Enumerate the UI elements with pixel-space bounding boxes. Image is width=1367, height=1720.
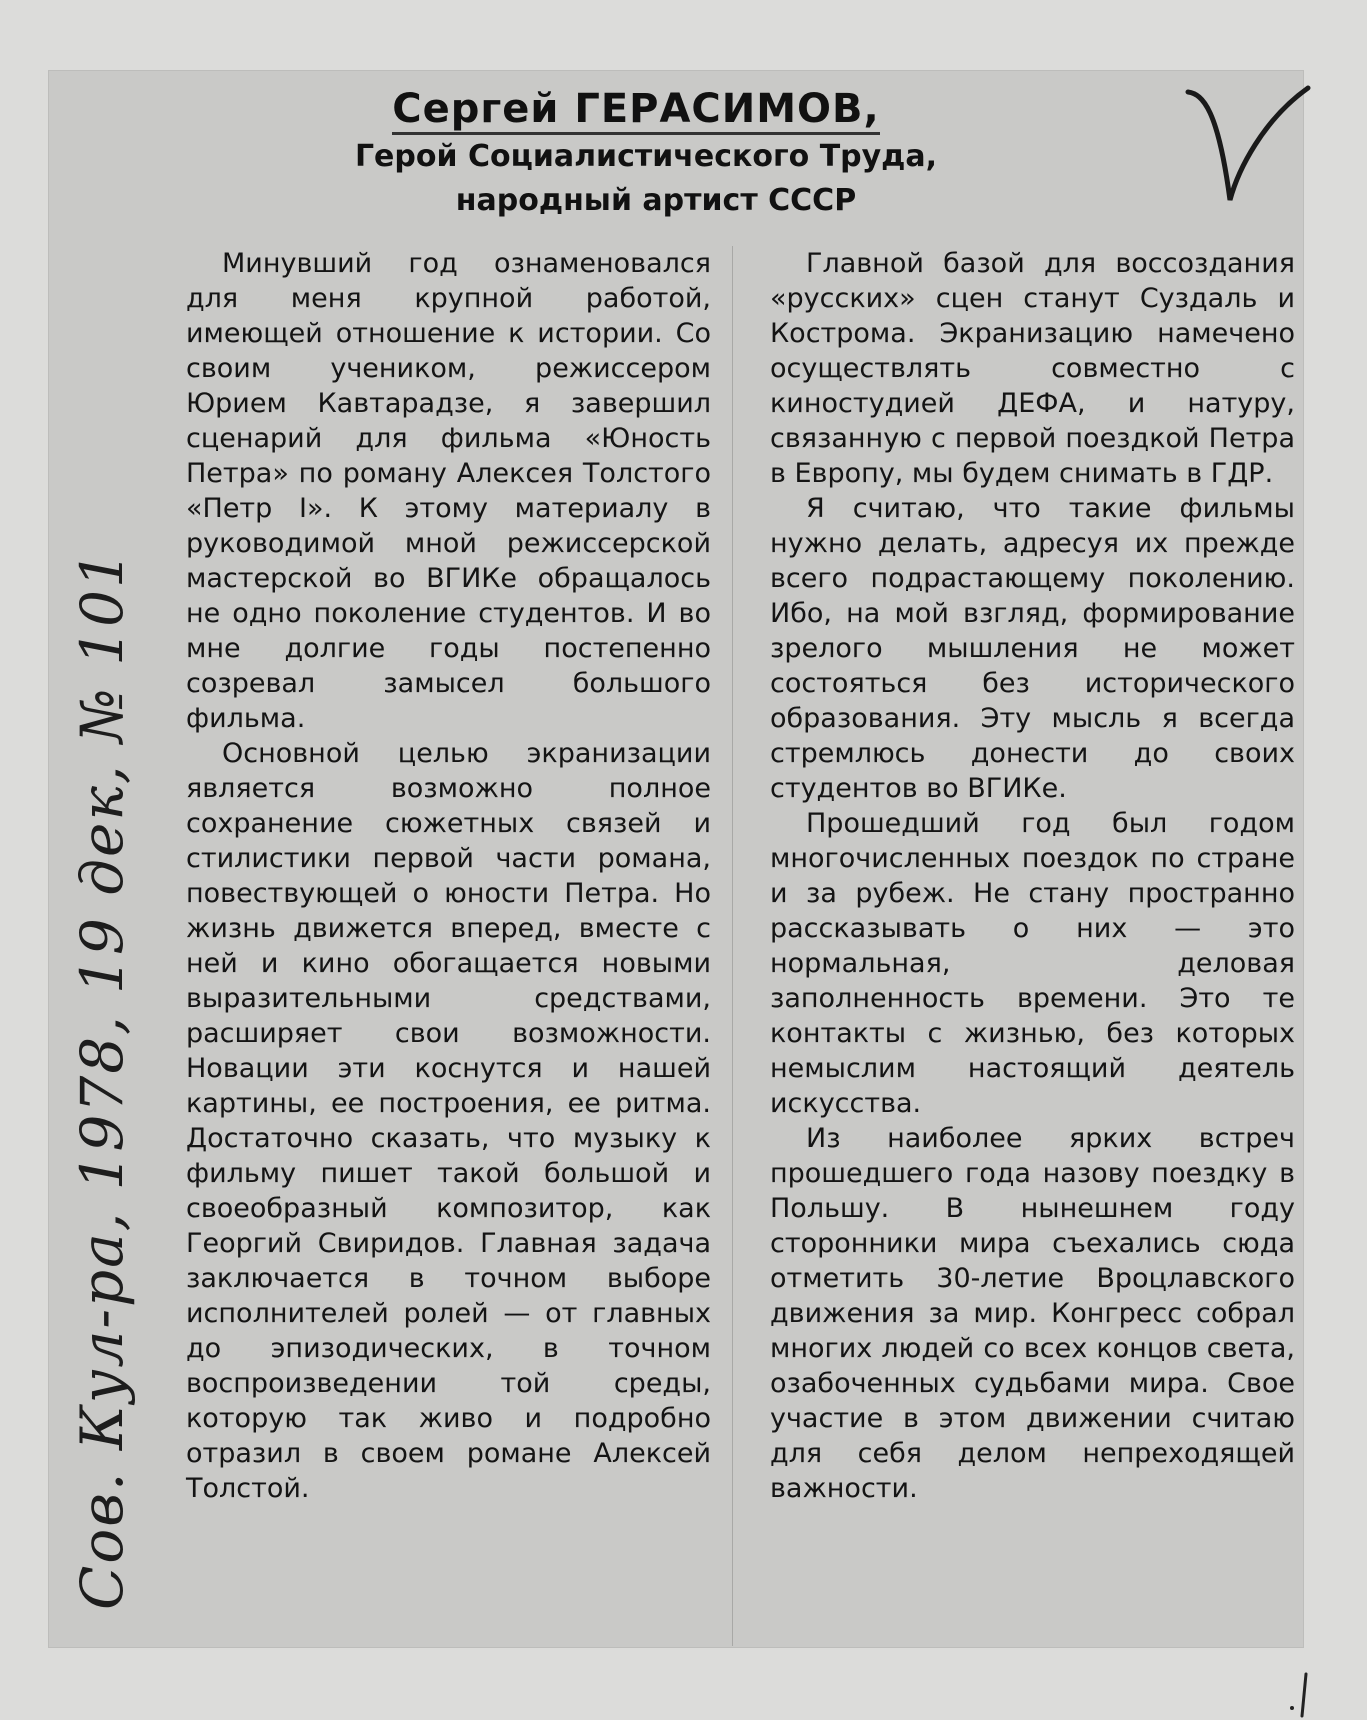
handwritten-source-note: Сов. Кул-ра, 1978, 19 дек, № 101 (68, 549, 136, 1610)
article-column-left (186, 246, 711, 1506)
article-column-right (770, 246, 1295, 1506)
pencil-mark-icon (1288, 1670, 1318, 1720)
paragraph: Основной целью экранизации является возможно полное сохранение сюжетных связей и стилистики первой части романа, повествующей о юности Петра. Но жизнь движется вперед, вместе с ней и кино обогащается новыми выразительными средствами, расширяет свои возможности. Новации эти коснутся и нашей картины, ее построения, ее ритма. Достаточно сказать, что музыку к фильму пишет такой большой и своеобразный композитор, как Георгий Свиридов. Главная задача заключается в точном выборе исполнителей ролей — от главных до эпизодических, в точном воспроизведении той среды, которую так живо и подробно отразил в своем романе Алексей Толстой. (186, 738, 711, 1504)
author-title-line-1: Герой Социалистического Труда, (354, 139, 938, 174)
author-name: Сергей ГЕРАСИМОВ, (392, 86, 880, 135)
newspaper-clipping (48, 70, 1304, 1648)
author-title-line-2: народный артист СССР (455, 183, 857, 218)
handwritten-checkmark-icon (1178, 80, 1318, 230)
paragraph: Из наиболее ярких встреч прошедшего года назову поездку в Польшу. В нынешнем году сторонники мира съехались сюда отметить 30-летие Вроцлавского движения за мир. Конгресс собрал многих людей со всех концов света, озабоченных судьбами мира. Свое участие в этом движении считаю для себя делом непреходящей важности. (770, 1123, 1295, 1504)
paragraph: Минувший год ознаменовался для меня крупной работой, имеющей отношение к истории. Со своим учеником, режиссером Юрием Кавтарадзе, я завершил сценарий для фильма «Юность Петра» по роману Алексея Толстого «Петр I». К этому материалу в руководимой мной режиссерской мастерской во ВГИКе обращалось не одно поколение студентов. И во мне долгие годы постепенно созревал замысел большого фильма. (186, 248, 711, 734)
article-headline (48, 86, 1304, 223)
column-divider (732, 246, 733, 1646)
paragraph: Главной базой для воссоздания «русских» сцен станут Суздаль и Кострома. Экранизацию намечено осуществлять совместно с киностудией ДЕФА, и натуру, связанную с первой поездкой Петра в Европу, мы будем снимать в ГДР. (770, 248, 1295, 489)
paragraph: Прошедший год был годом многочисленных поездок по стране и за рубеж. Не стану пространно рассказывать о них — это нормальная, деловая заполненность времени. Это те контакты с жизнью, без которых немыслим настоящий деятель искусства. (770, 808, 1295, 1119)
paragraph: Я считаю, что такие фильмы нужно делать, адресуя их прежде всего подрастающему поколению. Ибо, на мой взгляд, формирование зрелого мышления не может состояться без исторического образования. Эту мысль я всегда стремлюсь донести до своих студентов во ВГИКе. (770, 493, 1295, 804)
